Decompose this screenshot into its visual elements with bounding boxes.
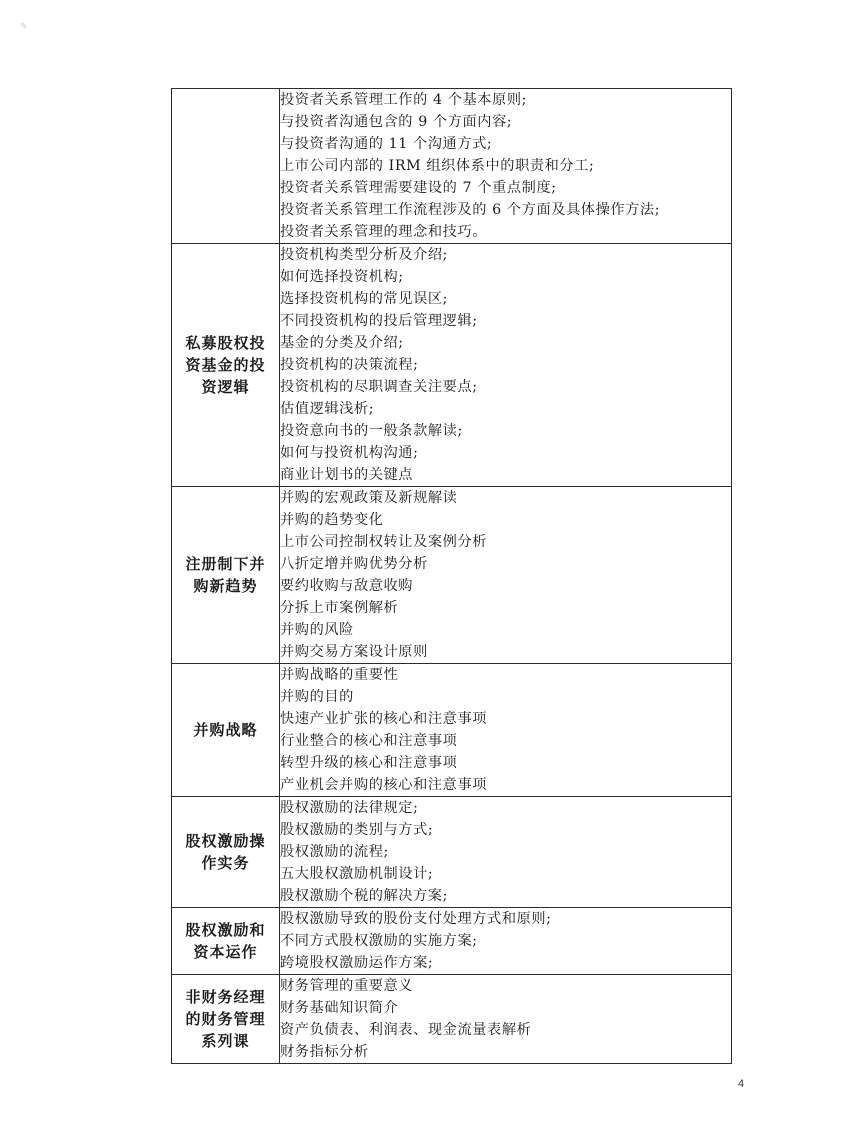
list-item: 财务管理的重要意义: [280, 978, 414, 994]
list-item: 分拆上市案例解析: [280, 600, 399, 616]
list-item: 股权激励的类别与方式;: [280, 822, 434, 838]
list-item: 投资机构类型分析及介绍;: [280, 247, 449, 263]
list-item: 投资机构的决策流程;: [280, 357, 419, 373]
topic-cell: [172, 487, 280, 664]
topic-label: 注册制下并购新趋势: [185, 555, 266, 595]
scan-mark: ✎: [20, 22, 28, 32]
items-cell: [280, 89, 732, 244]
list-item: 如何与投资机构沟通;: [280, 445, 419, 461]
list-item: 商业计划书的关键点: [280, 467, 414, 483]
list-item: 跨境股权激励运作方案;: [280, 955, 434, 971]
course-table: [171, 88, 732, 1064]
list-item: 投资者关系管理的理念和技巧。: [280, 224, 488, 240]
table-row: [172, 975, 732, 1064]
table-row: [172, 244, 732, 487]
items-cell: [280, 664, 732, 797]
page-number: 4: [738, 1078, 745, 1090]
list-item: 行业整合的核心和注意事项: [280, 733, 458, 749]
topic-label: 股权激励和资本运作: [185, 921, 266, 961]
list-item: 投资意向书的一般条款解读;: [280, 423, 463, 439]
list-item: 要约收购与敌意收购: [280, 578, 414, 594]
list-item: 投资者关系管理工作的 4 个基本原则;: [280, 92, 528, 108]
list-item: 基金的分类及介绍;: [280, 335, 404, 351]
list-item: 投资机构的尽职调查关注要点;: [280, 379, 478, 395]
list-item: 估值逻辑浅析;: [280, 401, 375, 417]
topic-cell: [172, 797, 280, 908]
table-row: [172, 797, 732, 908]
list-item: 股权激励的法律规定;: [280, 800, 419, 816]
items-cell: [280, 908, 732, 975]
list-item: 股权激励个税的解决方案;: [280, 888, 449, 904]
list-item: 并购交易方案设计原则: [280, 644, 428, 660]
topic-label: 非财务经理的财务管理系列课: [185, 988, 266, 1050]
list-item: 上市公司内部的 IRM 组织体系中的职责和分工;: [280, 158, 595, 174]
list-item: 产业机会并购的核心和注意事项: [280, 777, 488, 793]
list-item: 五大股权激励机制设计;: [280, 866, 434, 882]
topic-cell: [172, 89, 280, 244]
topic-label: 股权激励操作实务: [185, 832, 266, 872]
list-item: 股权激励的流程;: [280, 844, 389, 860]
list-item: 八折定增并购优势分析: [280, 556, 428, 572]
items-cell: [280, 797, 732, 908]
topic-cell: [172, 244, 280, 487]
list-item: 快速产业扩张的核心和注意事项: [280, 711, 488, 727]
list-item: 不同投资机构的投后管理逻辑;: [280, 313, 478, 329]
list-item: 股权激励导致的股份支付处理方式和原则;: [280, 911, 552, 927]
list-item: 与投资者沟通的 11 个沟通方式;: [280, 136, 493, 152]
list-item: 如何选择投资机构;: [280, 269, 404, 285]
topic-label: 私募股权投资基金的投资逻辑: [185, 334, 266, 396]
items-cell: [280, 244, 732, 487]
topic-label: 并购战略: [193, 721, 258, 739]
list-item: 投资者关系管理需要建设的 7 个重点制度;: [280, 180, 557, 196]
list-item: 资产负债表、利润表、现金流量表解析: [280, 1022, 532, 1038]
topic-cell: [172, 664, 280, 797]
list-item: 并购的风险: [280, 622, 354, 638]
table-row: [172, 664, 732, 797]
items-cell: [280, 487, 732, 664]
list-item: 并购战略的重要性: [280, 667, 399, 683]
table-row: [172, 908, 732, 975]
list-item: 选择投资机构的常见误区;: [280, 291, 449, 307]
list-item: 上市公司控制权转让及案例分析: [280, 534, 488, 550]
items-cell: [280, 975, 732, 1064]
list-item: 并购的宏观政策及新规解读: [280, 490, 458, 506]
list-item: 不同方式股权激励的实施方案;: [280, 933, 478, 949]
list-item: 转型升级的核心和注意事项: [280, 755, 458, 771]
table-row: [172, 487, 732, 664]
topic-cell: [172, 975, 280, 1064]
list-item: 财务基础知识简介: [280, 1000, 399, 1016]
table-row: [172, 89, 732, 244]
topic-cell: [172, 908, 280, 975]
list-item: 财务指标分析: [280, 1044, 369, 1060]
list-item: 并购的趋势变化: [280, 512, 384, 528]
list-item: 并购的目的: [280, 689, 354, 705]
list-item: 与投资者沟通包含的 9 个方面内容;: [280, 114, 513, 130]
list-item: 投资者关系管理工作流程涉及的 6 个方面及具体操作方法;: [280, 202, 661, 218]
